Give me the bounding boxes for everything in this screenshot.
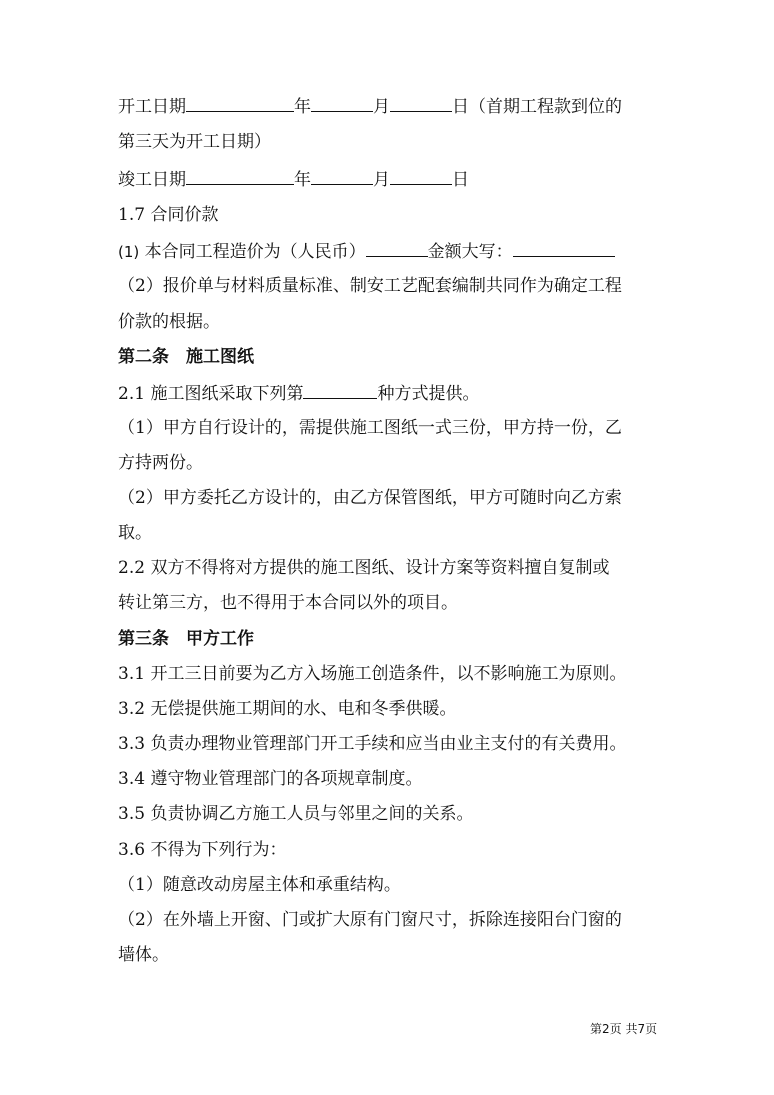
- start-date-label: 开工日期: [118, 97, 186, 117]
- month-label: 月: [373, 97, 390, 117]
- section-3-2: 3.2 无偿提供施工期间的水、电和冬季供暖。: [118, 699, 457, 719]
- section-1-7-2a: （2）报价单与材料质量标准、制安工艺配套编制共同作为确定工程: [118, 276, 622, 296]
- day-blank: [390, 167, 452, 185]
- section-3-3: 3.3 负责办理物业管理部门开工手续和应当由业主支付的有关费用。: [118, 734, 627, 754]
- method-blank: [303, 381, 377, 399]
- section-3-6-1: （1）随意改动房屋主体和承重结构。: [118, 875, 401, 895]
- day-blank: [390, 94, 452, 112]
- amount-words-blank: [513, 239, 615, 257]
- section-2-1-2b: 取。: [118, 523, 152, 543]
- year-label: 年: [294, 170, 311, 190]
- item-number: (1): [118, 243, 140, 261]
- start-date-note-cont: 第三天为开工日期）: [118, 132, 271, 152]
- price-text: 本合同工程造价为（人民币）: [139, 242, 366, 262]
- month-label: 月: [373, 170, 390, 190]
- section-2-1-1b: 方持两份。: [118, 453, 203, 473]
- month-blank: [311, 167, 373, 185]
- start-date-note: （首期工程款到位的: [469, 97, 622, 117]
- section-3-5: 3.5 负责协调乙方施工人员与邻里之间的关系。: [118, 804, 474, 824]
- section-3-1: 3.1 开工三日前要为乙方入场施工创造条件，以不影响施工为原则。: [118, 664, 627, 684]
- page-number: 第2页 共7页: [590, 1022, 658, 1036]
- section-2-1: [118, 381, 678, 406]
- month-blank: [311, 94, 373, 112]
- article-2-heading: 第二条 施工图纸: [118, 347, 254, 367]
- year-blank: [186, 94, 294, 112]
- day-label: 日: [452, 170, 469, 190]
- section-1-7: 1.7 合同价款: [118, 205, 219, 225]
- section-2-1-after: 种方式提供。: [377, 384, 480, 404]
- start-date-line: [118, 94, 678, 119]
- section-2-2b: 转让第三方，也不得用于本合同以外的项目。: [118, 593, 458, 613]
- rmb-amount-blank: [366, 239, 428, 257]
- day-label: 日: [452, 97, 469, 117]
- section-2-1-1a: （1）甲方自行设计的，需提供施工图纸一式三份，甲方持一份，乙: [118, 418, 622, 438]
- article-3-heading: 第三条 甲方工作: [118, 629, 254, 649]
- section-3-6-2b: 墙体。: [118, 945, 169, 965]
- year-blank: [186, 167, 294, 185]
- section-3-6-2a: （2）在外墙上开窗、门或扩大原有门窗尺寸，拆除连接阳台门窗的: [118, 910, 622, 930]
- section-2-1-before: 2.1 施工图纸采取下列第: [118, 384, 304, 404]
- year-label: 年: [294, 97, 311, 117]
- section-2-2a: 2.2 双方不得将对方提供的施工图纸、设计方案等资料擅自复制或: [118, 558, 610, 578]
- completion-date-line: [118, 167, 678, 192]
- section-2-1-2a: （2）甲方委托乙方设计的，由乙方保管图纸，甲方可随时向乙方索: [118, 488, 622, 508]
- section-1-7-1: [118, 239, 678, 264]
- amount-words-label: 金额大写：: [427, 242, 513, 262]
- completion-date-label: 竣工日期: [118, 170, 186, 190]
- section-3-4: 3.4 遵守物业管理部门的各项规章制度。: [118, 769, 423, 789]
- section-1-7-2b: 价款的根据。: [118, 312, 220, 332]
- section-3-6: 3.6 不得为下列行为：: [118, 840, 287, 860]
